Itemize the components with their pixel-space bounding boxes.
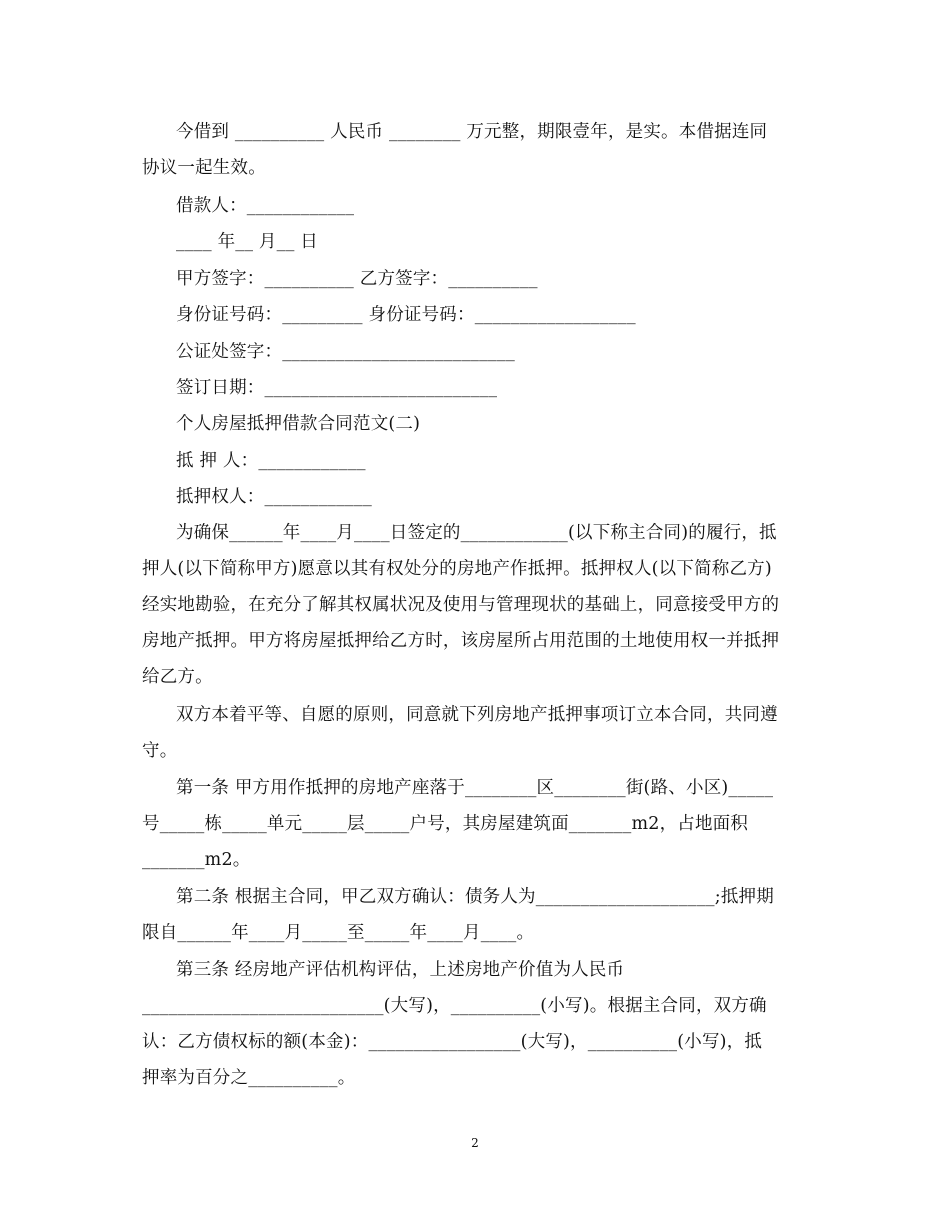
paragraph-principle-line-1: 双方本着平等、自愿的原则，同意就下列房地产抵押事项订立本合同，共同遵: [176, 705, 778, 725]
article-three-line-1: 第三条 经房地产评估机构评估，上述房地产价值为人民币: [176, 960, 625, 980]
paragraph-principle-line-2: 守。: [142, 741, 178, 761]
mortgagee-line: 抵押权人：____________: [176, 487, 372, 507]
party-signature-line: 甲方签字：__________ 乙方签字：__________: [176, 269, 538, 289]
article-three-line-3: 认：乙方债权标的额(本金)：_________________(大写)，__________(小写)，抵: [142, 1032, 763, 1052]
paragraph-intro-line-2: 押人(以下简称甲方)愿意以其有权处分的房地产作抵押。抵押权人(以下简称乙方): [142, 559, 772, 579]
section-title: 个人房屋抵押借款合同范文(二): [176, 414, 421, 434]
date-line: ____ 年__ 月__ 日: [176, 232, 318, 252]
paragraph-intro-line-3: 经实地勘验，在充分了解其权属状况及使用与管理现状的基础上，同意接受甲方的: [142, 595, 780, 615]
loan-receipt-line-2: 协议一起生效。: [142, 158, 266, 178]
notary-signature-line: 公证处签字：__________________________: [176, 342, 515, 362]
article-three-line-4: 押率为百分之__________。: [142, 1068, 356, 1088]
article-one-line-2: 号_____栋_____单元_____层_____户号，其房屋建筑面_______m2，占地面积: [142, 814, 749, 834]
signing-date-line: 签订日期：__________________________: [176, 378, 498, 398]
id-number-line: 身份证号码：_________ 身份证号码：__________________: [176, 305, 636, 325]
article-one-line-1: 第一条 甲方用作抵押的房地产座落于________区________街(路、小区)_____: [176, 778, 774, 798]
paragraph-intro-line-5: 给乙方。: [142, 667, 213, 687]
loan-receipt-line-1: 今借到 __________ 人民币 ________ 万元整，期限壹年，是实。本借据连同: [176, 122, 768, 142]
paragraph-intro-line-4: 房地产抵押。甲方将房屋抵押给乙方时，该房屋所占用范围的土地使用权一并抵押: [142, 631, 780, 651]
article-two-line-1: 第二条 根据主合同，甲乙双方确认：债务人为____________________;抵押期: [176, 887, 774, 907]
borrower-line: 借款人：____________: [176, 196, 355, 216]
mortgagor-line: 抵 押 人：____________: [176, 451, 366, 471]
article-one-line-3: _______m2。: [142, 850, 251, 870]
paragraph-intro-line-1: 为确保______年____月____日签定的____________(以下称主合同)的履行，抵: [176, 523, 777, 543]
article-two-line-2: 限自______年____月_____至_____年____月____。: [142, 923, 535, 943]
page-number: 2: [471, 1136, 479, 1150]
article-three-line-2: ___________________________(大写)，__________(小写)。根据主合同，双方确: [142, 996, 767, 1016]
